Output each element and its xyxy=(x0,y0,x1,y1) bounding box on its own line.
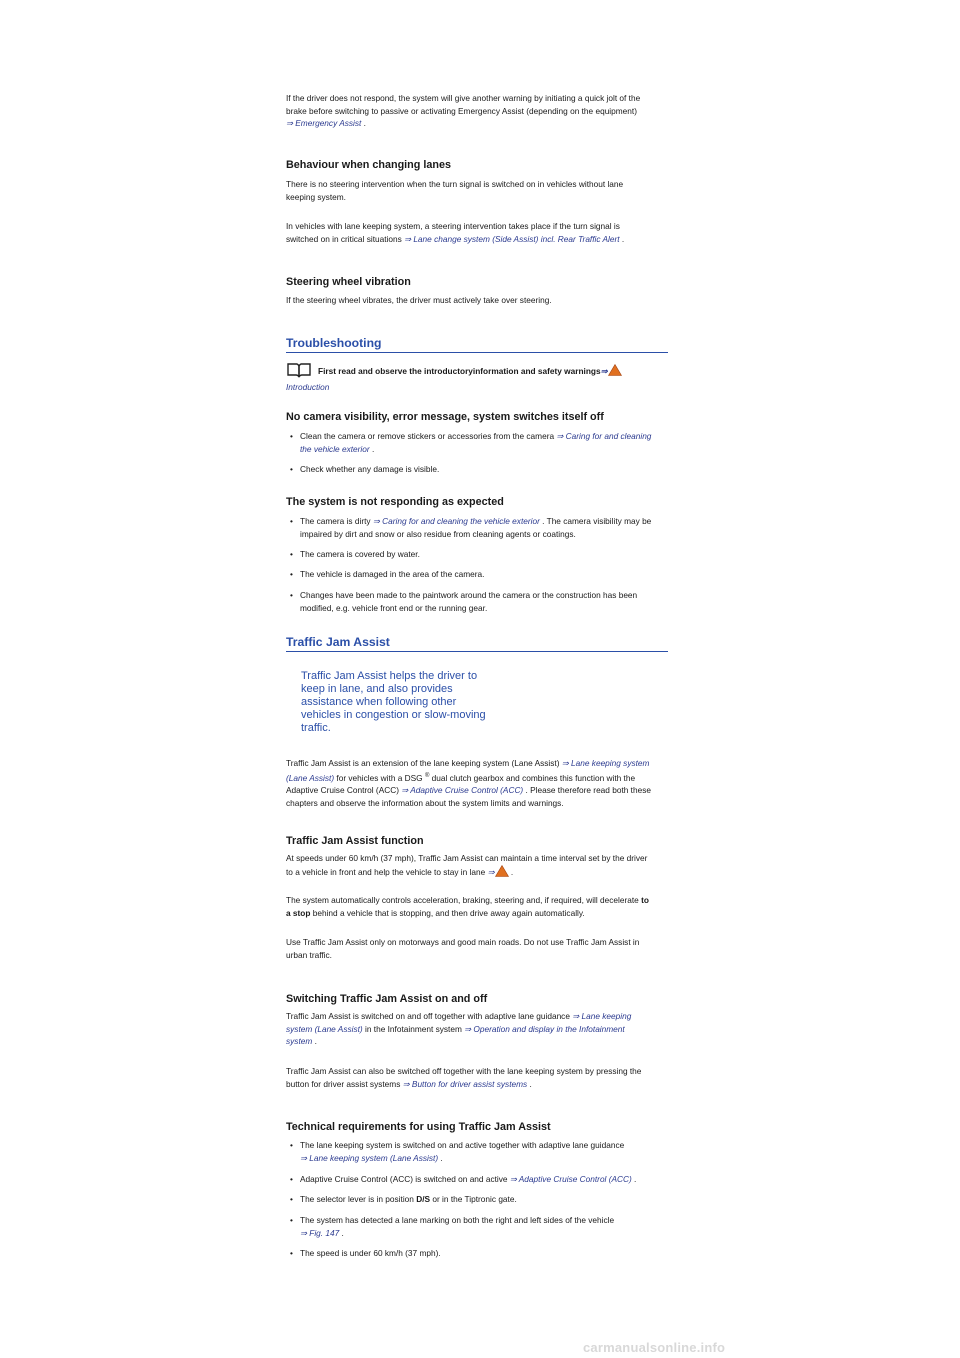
link-side-assist[interactable]: ⇒ Lane change system (Side Assist) incl. Rear Traffic Alert xyxy=(404,233,620,244)
heading-vibration: Steering wheel vibration xyxy=(286,276,411,288)
warning-triangle-icon xyxy=(608,364,622,379)
paragraph-tja-extension: Traffic Jam Assist is an extension of the lane keeping system (Lane Assist) ⇒ Lane keeping system (Lane Assist) for vehicles with a DSG ® dual clutch gearbox and combines this function with the Adaptive Cruise Control (ACC) ⇒ Adaptive Cruise Control (ACC) . Please therefore read both these chapters and observe the information about the system limits and warnings. xyxy=(286,758,651,808)
link-lane-keeping[interactable]: ⇒ Lane keeping system xyxy=(561,758,650,768)
camera-heading-wrap xyxy=(286,410,668,424)
link-button-assist[interactable]: ⇒ Button for driver assist systems xyxy=(402,1078,528,1089)
switching-heading-wrap xyxy=(286,992,668,1006)
paragraph-vibration: If the steering wheel vibrates, the driver must actively take over steering. xyxy=(286,295,552,305)
paragraph-function-2: The system automatically controls acceleration, braking, steering and, if required, will decelerate to a stop behind a vehicle that is stopping, and then drive away again automatically. xyxy=(286,895,649,918)
link-infotainment-cont[interactable]: system xyxy=(286,1036,313,1047)
heading-troubleshooting: Troubleshooting xyxy=(286,336,668,353)
link-caring-cleaning-2[interactable]: ⇒ Caring for and cleaning the vehicle exterior xyxy=(372,516,540,526)
paragraph-lanes-2: In vehicles with lane keeping system, a steering intervention takes place if the turn signal is switched on in critical situations ⇒ Lane change system (Side Assist) incl. Rear Traffic Alert . xyxy=(286,221,625,244)
link-infotainment[interactable]: ⇒ Operation and display in the Infotainment xyxy=(464,1023,625,1034)
paragraph-switching-1: Traffic Jam Assist is switched on and off together with adaptive lane guidance ⇒ Lane keeping system (Lane Assist) in the Infotainment system ⇒ Operation and display in the Infotainment system . xyxy=(286,1011,632,1047)
link-emergency-assist[interactable]: ⇒ Emergency Assist xyxy=(286,118,362,129)
link-acc[interactable]: ⇒ Adaptive Cruise Control (ACC) xyxy=(401,784,524,795)
heading-traffic-jam-assist: Traffic Jam Assist xyxy=(286,635,668,652)
link-caring-cleaning-cont[interactable]: the vehicle exterior xyxy=(300,443,370,454)
function-heading-wrap xyxy=(286,834,668,848)
paragraph-function-1: At speeds under 60 km/h (37 mph), Traffic Jam Assist can maintain a time interval set by the driver to a vehicle in front and help the vehicle to stay in lane ⇒ . xyxy=(286,852,668,880)
paragraph-lanes-1: There is no steering intervention when the turn signal is switched on in vehicles without lane keeping system. xyxy=(286,179,624,202)
heading-camera-visibility: No camera visibility, error message, system switches itself off xyxy=(286,411,604,423)
requirements-heading-wrap xyxy=(286,1120,668,1134)
link-lane-keeping-2[interactable]: ⇒ Lane keeping xyxy=(572,1011,632,1021)
link-introduction[interactable]: Introduction xyxy=(286,382,330,392)
link-lane-keeping-cont[interactable]: (Lane Assist) xyxy=(286,772,335,783)
heading-requirements: Technical requirements for using Traffic Jam Assist xyxy=(286,1121,551,1133)
link-acc-2[interactable]: ⇒ Adaptive Cruise Control (ACC) xyxy=(509,1174,632,1184)
paragraph-function-3: Use Traffic Jam Assist only on motorways and good main roads. Do not use Traffic Jam Assist in urban traffic. xyxy=(286,937,640,960)
heading-tja-function: Traffic Jam Assist function xyxy=(286,835,424,847)
link-warning-arrow[interactable]: ⇒ xyxy=(600,366,608,376)
intro-traffic-jam-assist: Traffic Jam Assist helps the driver to keep in lane, and also provides assistance when following other vehicles in congestion or slow-moving traffic. xyxy=(301,670,486,734)
footer-watermark: carmanualsonline.info xyxy=(583,1340,726,1355)
paragraph-switching-2: Traffic Jam Assist can also be switched off together with the lane keeping system by pressing the button for driver assist systems ⇒ Button for driver assist systems . xyxy=(286,1066,642,1089)
link-lane-keeping-2-cont[interactable]: system (Lane Assist) xyxy=(286,1023,363,1034)
book-icon xyxy=(286,362,312,383)
link-fig-147[interactable]: ⇒ Fig. 147 xyxy=(300,1227,340,1238)
link-caring-cleaning[interactable]: ⇒ Caring for and cleaning xyxy=(556,431,652,441)
link-warning-arrow-2[interactable]: ⇒ xyxy=(487,866,495,877)
lanes-section xyxy=(286,158,668,172)
paragraph-emergency: If the driver does not respond, the system will give another warning by initiating a quick jolt of the brake before switching to passive or activating Emergency Assist (depending on the equipment) ⇒ Emergency Assist . xyxy=(286,93,641,129)
heading-not-responding: The system is not responding as expected xyxy=(286,496,504,508)
link-lane-keeping-3[interactable]: ⇒ Lane keeping system (Lane Assist) xyxy=(300,1152,439,1163)
warning-triangle-icon xyxy=(495,865,509,881)
notice-introduction: First read and observe the introductoryinformation and safety warnings⇒ Introduction xyxy=(286,362,668,394)
response-heading-wrap xyxy=(286,495,668,509)
heading-changing-lanes: Behaviour when changing lanes xyxy=(286,159,451,171)
heading-switching: Switching Traffic Jam Assist on and off xyxy=(286,993,488,1005)
vibration-section xyxy=(286,275,668,289)
